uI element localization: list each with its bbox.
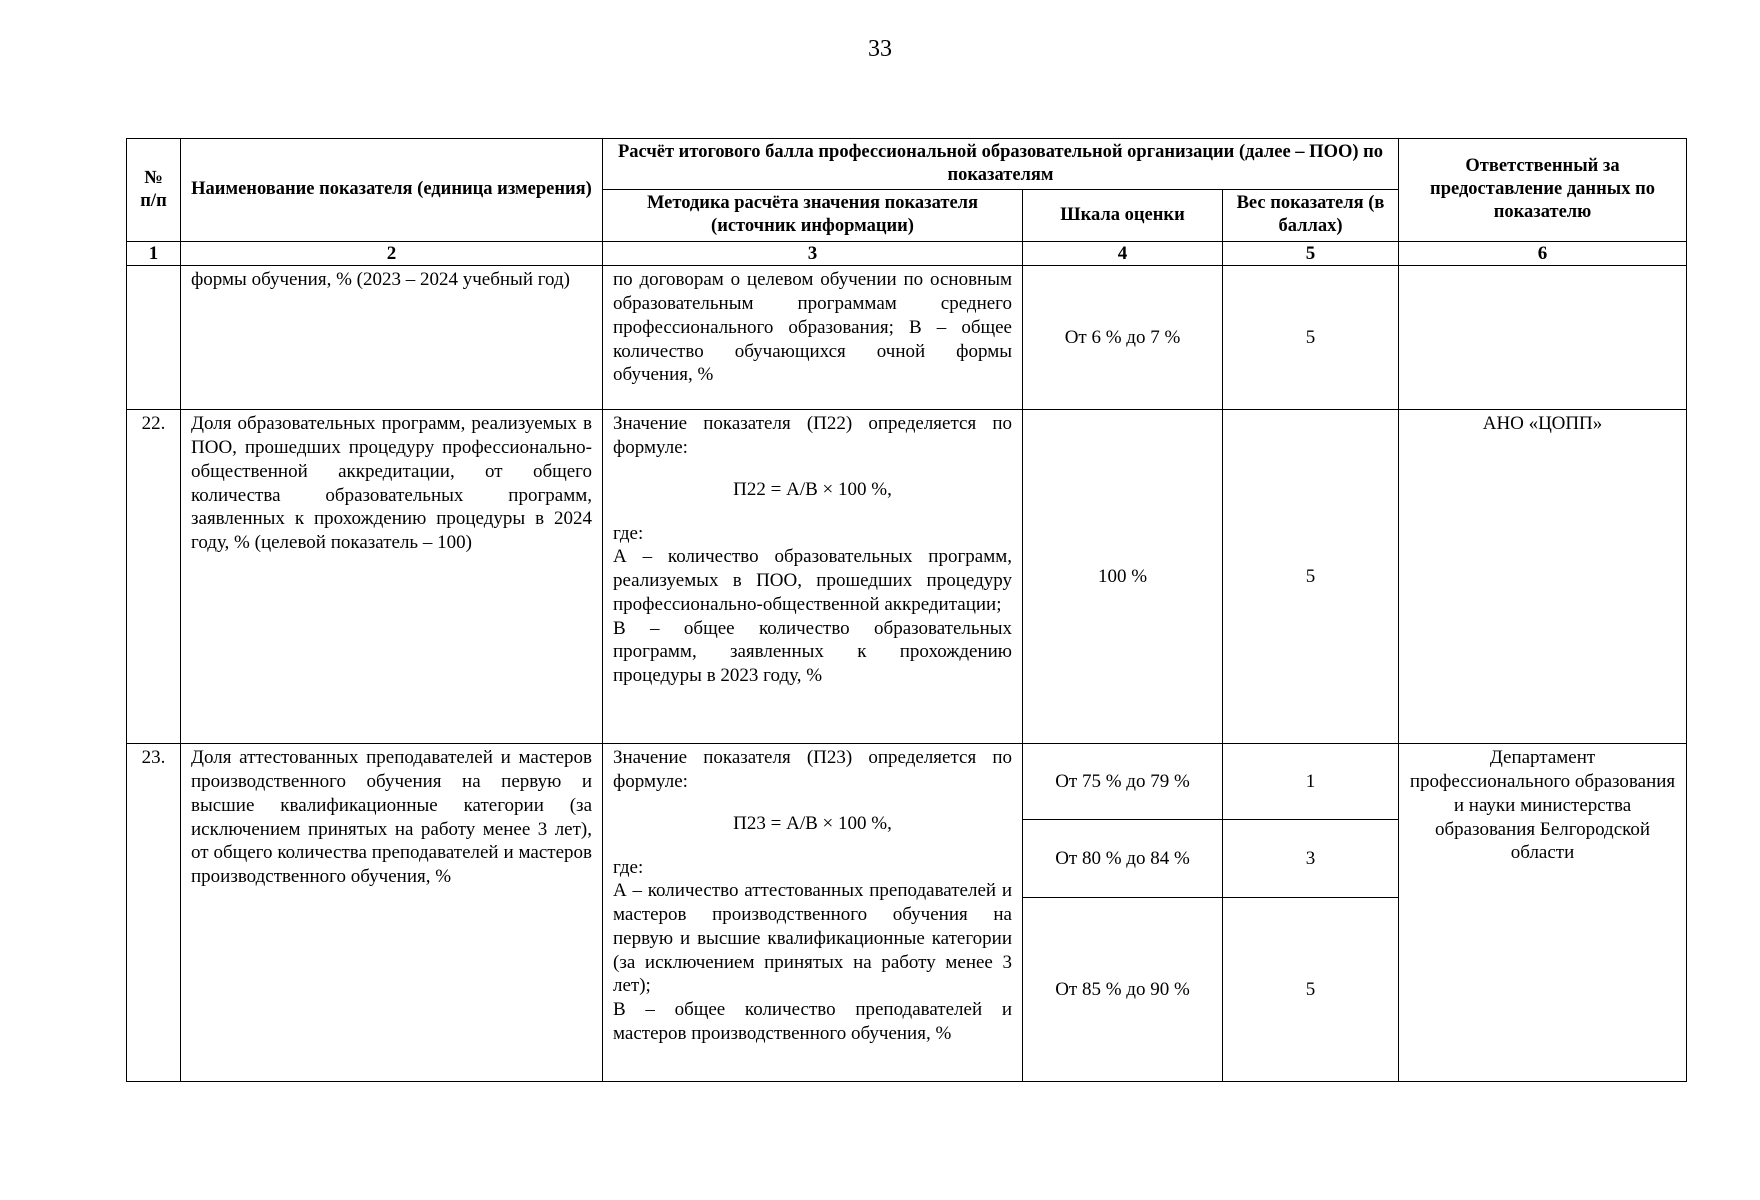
method-def-a: А – количество аттестованных преподавателей и мастеров производственного обучения на первую и высшие квалификационные категории (за исключением принятых на работу менее 3 лет); bbox=[613, 880, 1012, 997]
column-numbers-row bbox=[127, 241, 1687, 266]
indicator-scale: От 85 % до 90 % bbox=[1023, 898, 1223, 1082]
method-def-a: А – количество образовательных программ, реализуемых в ПОО, прошедших процедуру профессионально-общественной аккредитации; bbox=[613, 546, 1012, 615]
indicator-responsible: АНО «ЦОПП» bbox=[1399, 410, 1687, 744]
header-name: Наименование показателя (единица измерения) bbox=[181, 139, 603, 242]
table-row-continued bbox=[127, 266, 1687, 410]
indicator-name: Доля образовательных программ, реализуемых в ПОО, прошедших процедуру профессионально-общественной аккредитации, от общего количества образовательных программ, заявленных к прохождению процедуры в 2024 году, % (целевой показатель – 100) bbox=[181, 410, 603, 744]
header-responsible: Ответственный за предоставление данных по показателю bbox=[1399, 139, 1687, 242]
method-intro: Значение показателя (П22) определяется по формуле: bbox=[613, 413, 1012, 458]
column-number: 1 bbox=[127, 241, 181, 266]
method-where: где: bbox=[613, 856, 644, 878]
indicator-name: Доля аттестованных преподавателей и мастеров производственного обучения на первую и высшие квалификационные категории (за исключением принятых на работу менее 3 лет), от общего количества преподавателей и мастеров производственного обучения, % bbox=[181, 744, 603, 1082]
page-number: 33 bbox=[868, 36, 892, 62]
header-row-1 bbox=[127, 139, 1687, 190]
header-group: Расчёт итогового балла профессиональной образовательной организации (далее – ПОО) по показателям bbox=[603, 139, 1399, 190]
indicator-weight: 5 bbox=[1223, 266, 1399, 410]
indicator-weight: 5 bbox=[1223, 410, 1399, 744]
indicator-scale: От 75 % до 79 % bbox=[1023, 744, 1223, 820]
header-method: Методика расчёта значения показателя (источник информации) bbox=[603, 190, 1023, 241]
indicator-weight: 3 bbox=[1223, 820, 1399, 898]
method-formula: П22 = А/В × 100 %, bbox=[733, 478, 892, 500]
header-scale: Шкала оценки bbox=[1023, 190, 1223, 241]
column-number: 2 bbox=[181, 241, 603, 266]
indicator-weight: 1 bbox=[1223, 744, 1399, 820]
row-num: 23. bbox=[127, 744, 181, 1082]
column-number: 4 bbox=[1023, 241, 1223, 266]
indicator-method bbox=[603, 410, 1023, 744]
method-def-b: В – общее количество преподавателей и мастеров производственного обучения, % bbox=[613, 999, 1012, 1044]
indicator-responsible bbox=[1399, 266, 1687, 410]
indicator-weight: 5 bbox=[1223, 898, 1399, 1082]
column-number: 3 bbox=[603, 241, 1023, 266]
indicator-scale: От 80 % до 84 % bbox=[1023, 820, 1223, 898]
indicator-name: формы обучения, % (2023 – 2024 учебный год) bbox=[181, 266, 603, 410]
row-num-empty bbox=[127, 266, 181, 410]
method-def-b: В – общее количество образовательных программ, заявленных к прохождению процедуры в 2023 году, % bbox=[613, 617, 1012, 686]
method-formula: П23 = А/В × 100 %, bbox=[733, 812, 892, 834]
indicator-responsible: Департамент профессионального образования и науки министерства образования Белгородской области bbox=[1399, 744, 1687, 1082]
method-intro: Значение показателя (П23) определяется по формуле: bbox=[613, 747, 1012, 792]
table-row-22 bbox=[127, 410, 1687, 744]
header-weight: Вес показателя (в баллах) bbox=[1223, 190, 1399, 241]
column-number: 6 bbox=[1399, 241, 1687, 266]
indicator-scale: От 6 % до 7 % bbox=[1023, 266, 1223, 410]
indicator-scale: 100 % bbox=[1023, 410, 1223, 744]
row-num: 22. bbox=[127, 410, 181, 744]
indicators-table bbox=[126, 138, 1687, 1082]
table-row-23 bbox=[127, 744, 1687, 820]
column-number: 5 bbox=[1223, 241, 1399, 266]
indicator-method bbox=[603, 744, 1023, 1082]
header-num: № п/п bbox=[127, 139, 181, 242]
method-where: где: bbox=[613, 522, 644, 544]
indicator-method: по договорам о целевом обучении по основным образовательным программам среднего профессионального образования; В – общее количество обучающихся очной формы обучения, % bbox=[603, 266, 1023, 410]
